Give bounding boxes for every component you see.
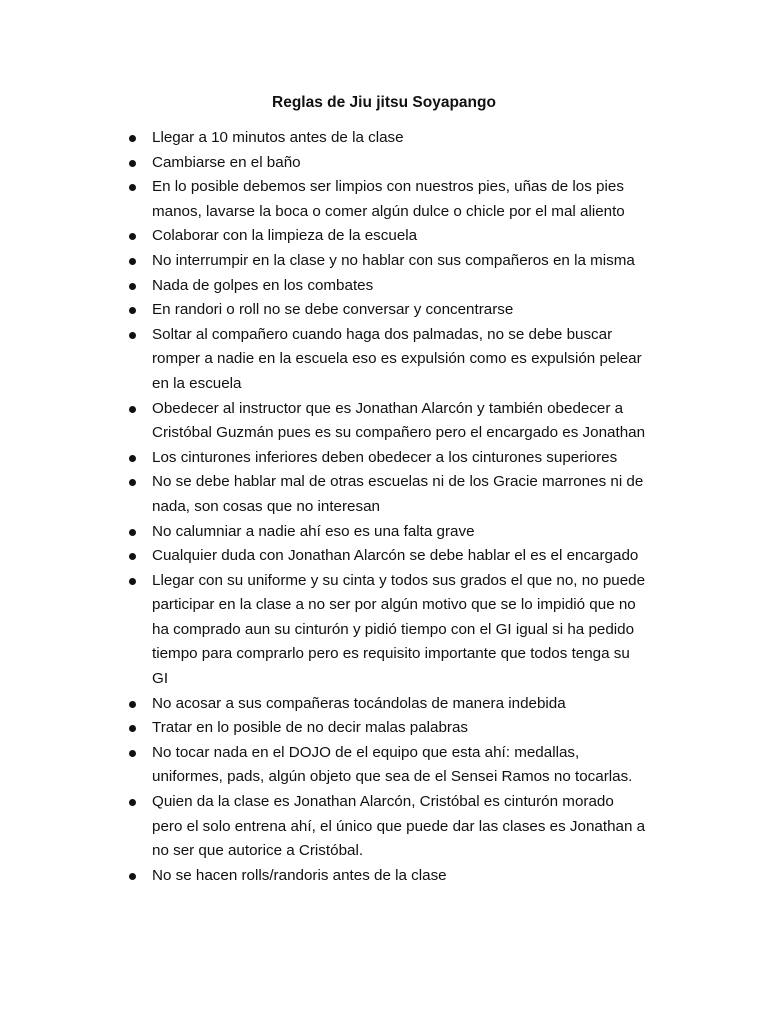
rule-text: No se debe hablar mal de otras escuelas ni de los Gracie marrones ni de nada, son cosas que no interesan bbox=[152, 473, 644, 515]
rules-list bbox=[128, 126, 648, 888]
bullet-icon bbox=[129, 873, 136, 880]
rule-item bbox=[128, 864, 648, 889]
bullet-icon bbox=[129, 750, 136, 757]
rule-text: No se hacen rolls/randoris antes de la clase bbox=[152, 866, 447, 884]
rule-item bbox=[128, 397, 648, 446]
rule-item bbox=[128, 274, 648, 299]
bullet-icon bbox=[129, 455, 136, 462]
bullet-icon bbox=[129, 553, 136, 560]
rule-item bbox=[128, 249, 648, 274]
bullet-icon bbox=[129, 701, 136, 708]
rule-item bbox=[128, 323, 648, 397]
rule-item bbox=[128, 569, 648, 692]
rule-text: Cualquier duda con Jonathan Alarcón se debe hablar el es el encargado bbox=[152, 547, 639, 565]
rule-text: En randori o roll no se debe conversar y concentrarse bbox=[152, 301, 514, 319]
bullet-icon bbox=[129, 799, 136, 806]
bullet-icon bbox=[129, 479, 136, 486]
rule-text: Los cinturones inferiores deben obedecer a los cinturones superiores bbox=[152, 448, 618, 466]
rule-item bbox=[128, 692, 648, 717]
rule-item bbox=[128, 544, 648, 569]
bullet-icon bbox=[129, 135, 136, 142]
rule-item bbox=[128, 224, 648, 249]
bullet-icon bbox=[129, 184, 136, 191]
rule-text: Quien da la clase es Jonathan Alarcón, Cristóbal es cinturón morado pero el solo entrena ahí, el único que puede dar las clases es Jonathan a no ser que autorice a Cristóbal. bbox=[152, 793, 646, 860]
bullet-icon bbox=[129, 578, 136, 585]
rule-item bbox=[128, 151, 648, 176]
rule-item bbox=[128, 520, 648, 545]
rule-item bbox=[128, 446, 648, 471]
rule-text: Llegar a 10 minutos antes de la clase bbox=[152, 129, 404, 146]
rule-text: No interrumpir en la clase y no hablar con sus compañeros en la misma bbox=[152, 251, 635, 269]
rule-text: Obedecer al instructor que es Jonathan Alarcón y también obedecer a Cristóbal Guzmán pues es su compañero pero el encargado es Jonathan bbox=[152, 399, 646, 442]
rule-text: No calumniar a nadie ahí eso es una falta grave bbox=[152, 522, 475, 540]
bullet-icon bbox=[129, 160, 136, 167]
rule-item bbox=[128, 175, 648, 224]
rule-text: En lo posible debemos ser limpios con nuestros pies, uñas de los pies manos, lavarse la boca o comer algún dulce o chicle por el mal aliento bbox=[152, 178, 625, 220]
rule-item bbox=[128, 470, 648, 519]
bullet-icon bbox=[129, 529, 136, 536]
rule-item bbox=[128, 126, 648, 151]
document-title: Reglas de Jiu jitsu Soyapango bbox=[272, 94, 496, 111]
rule-text: Nada de golpes en los combates bbox=[152, 276, 374, 294]
rule-item bbox=[128, 741, 648, 790]
rule-item bbox=[128, 716, 648, 741]
rule-text: Llegar con su uniforme y su cinta y todos sus grados el que no, no puede participar en la clase a no ser por algún motivo que se lo impidió que no ha comprado aun su cinturón y pidió tiempo con el GI igual si ha pedido tiempo para comprarlo pero es requisito importante que todos tenga su GI bbox=[152, 571, 646, 688]
bullet-icon bbox=[129, 307, 136, 314]
rule-text: Colaborar con la limpieza de la escuela bbox=[152, 227, 418, 245]
rule-text: No acosar a sus compañeras tocándolas de manera indebida bbox=[152, 694, 566, 712]
bullet-icon bbox=[129, 258, 136, 265]
bullet-icon bbox=[129, 725, 136, 732]
bullet-icon bbox=[129, 406, 136, 413]
rule-text: Cambiarse en el baño bbox=[152, 153, 301, 171]
rule-text: Soltar al compañero cuando haga dos palmadas, no se debe buscar romper a nadie en la escuela eso es expulsión como es expulsión pelear en la escuela bbox=[152, 325, 642, 392]
bullet-icon bbox=[129, 283, 136, 290]
rule-item bbox=[128, 790, 648, 864]
rule-text: No tocar nada en el DOJO de el equipo que esta ahí: medallas, uniformes, pads, algún objeto que sea de el Sensei Ramos no tocarlas. bbox=[152, 743, 633, 786]
rule-item bbox=[128, 298, 648, 323]
bullet-icon bbox=[129, 233, 136, 240]
rule-text: Tratar en lo posible de no decir malas palabras bbox=[152, 719, 469, 737]
bullet-icon bbox=[129, 332, 136, 339]
